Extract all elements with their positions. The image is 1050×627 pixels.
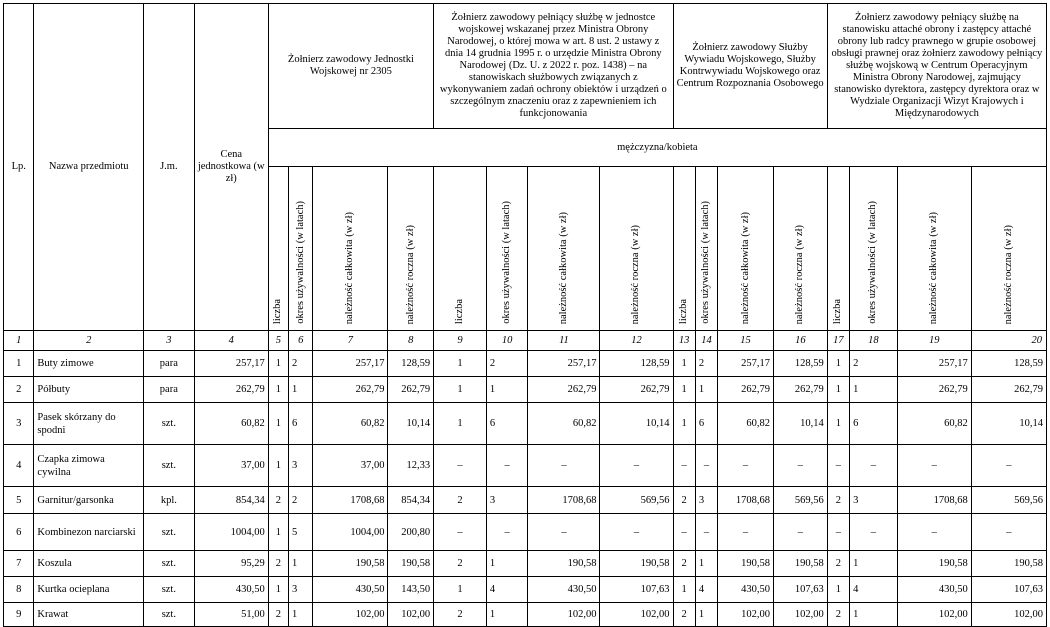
cell-annual: 569,56: [773, 487, 827, 514]
cell-period: 5: [289, 514, 313, 551]
column-number: 9: [434, 331, 487, 351]
row-unit-price: 430,50: [194, 577, 268, 603]
cell-annual: 10,14: [388, 403, 434, 445]
cell-count: 2: [268, 551, 288, 577]
header-annual-label: należność roczna (w zł): [630, 224, 642, 324]
row-unit: szt.: [143, 445, 194, 487]
row-item-name: Koszula: [34, 551, 144, 577]
cell-count: –: [673, 445, 695, 487]
cell-total: 60,82: [718, 403, 774, 445]
cell-annual: 128,59: [773, 351, 827, 377]
column-number: 18: [850, 331, 898, 351]
row-item-name: Pasek skórzany do spodni: [34, 403, 144, 445]
header-group-b-count: [434, 167, 487, 331]
cell-period: 4: [486, 577, 528, 603]
cell-annual: 262,79: [600, 377, 673, 403]
row-unit: szt.: [143, 603, 194, 627]
cell-annual: 128,59: [971, 351, 1046, 377]
cell-count: 1: [268, 514, 288, 551]
cell-period: 1: [695, 377, 717, 403]
row-item-name: Kombinezon narciarski: [34, 514, 144, 551]
cell-count: 1: [827, 351, 849, 377]
column-number: 1: [4, 331, 34, 351]
row-item-name: Buty zimowe: [34, 351, 144, 377]
cell-annual: –: [971, 514, 1046, 551]
equipment-allowance-table: [3, 3, 1047, 627]
table-row: [4, 351, 1047, 377]
header-group-intelligence: Żołnierz zawodowy Służby Wywiadu Wojskowego, Służby Kontrwywiadu Wojskowego oraz Centrum Rozpoznania Osobowego: [673, 4, 827, 129]
cell-annual: 10,14: [971, 403, 1046, 445]
table-row: [4, 445, 1047, 487]
header-annual-label: należność roczna (w zł): [404, 224, 416, 324]
cell-annual: –: [773, 514, 827, 551]
header-count-label: liczba: [832, 298, 844, 324]
column-number: 14: [695, 331, 717, 351]
cell-annual: 102,00: [773, 603, 827, 627]
cell-period: –: [850, 445, 898, 487]
cell-count: 1: [673, 577, 695, 603]
row-unit: szt.: [143, 551, 194, 577]
table-row: [4, 487, 1047, 514]
cell-annual: 854,34: [388, 487, 434, 514]
cell-period: 4: [850, 577, 898, 603]
cell-annual: 190,58: [600, 551, 673, 577]
table-row: [4, 603, 1047, 627]
cell-annual: 107,63: [971, 577, 1046, 603]
cell-count: 1: [827, 377, 849, 403]
cell-count: 2: [673, 551, 695, 577]
cell-period: 6: [486, 403, 528, 445]
header-total-label: należność całkowita (w zł): [928, 211, 940, 324]
row-lp: 4: [4, 445, 34, 487]
cell-annual: 12,33: [388, 445, 434, 487]
row-item-name: Kurtka ocieplana: [34, 577, 144, 603]
cell-annual: 190,58: [388, 551, 434, 577]
cell-total: 257,17: [528, 351, 600, 377]
header-group-a-annual: [388, 167, 434, 331]
header-group-d-count: [827, 167, 849, 331]
header-unit: J.m.: [143, 4, 194, 331]
cell-period: 1: [486, 603, 528, 627]
cell-period: –: [486, 514, 528, 551]
cell-total: 102,00: [313, 603, 388, 627]
cell-period: 3: [289, 577, 313, 603]
table-row: [4, 514, 1047, 551]
column-number: 17: [827, 331, 849, 351]
row-lp: 7: [4, 551, 34, 577]
cell-annual: 102,00: [971, 603, 1046, 627]
cell-period: 2: [289, 487, 313, 514]
cell-count: 1: [268, 445, 288, 487]
cell-total: 1708,68: [718, 487, 774, 514]
cell-total: 1708,68: [897, 487, 971, 514]
cell-total: 60,82: [313, 403, 388, 445]
cell-period: 3: [486, 487, 528, 514]
cell-total: 262,79: [718, 377, 774, 403]
header-group-b-total: [528, 167, 600, 331]
table-row: [4, 577, 1047, 603]
cell-period: 1: [289, 551, 313, 577]
cell-count: 2: [268, 487, 288, 514]
cell-count: 1: [434, 403, 487, 445]
cell-annual: 569,56: [971, 487, 1046, 514]
header-group-c-annual: [773, 167, 827, 331]
table-row: [4, 551, 1047, 577]
cell-total: 102,00: [528, 603, 600, 627]
cell-period: 1: [289, 603, 313, 627]
column-number-row: [4, 331, 1047, 351]
header-group-c-period: [695, 167, 717, 331]
table-row: [4, 377, 1047, 403]
cell-count: 1: [673, 377, 695, 403]
header-group-b-annual: [600, 167, 673, 331]
cell-total: 257,17: [718, 351, 774, 377]
cell-total: 60,82: [528, 403, 600, 445]
cell-annual: 102,00: [388, 603, 434, 627]
row-item-name: Czapka zimowa cywilna: [34, 445, 144, 487]
row-unit: szt.: [143, 577, 194, 603]
row-unit: kpl.: [143, 487, 194, 514]
column-number: 16: [773, 331, 827, 351]
column-number: 11: [528, 331, 600, 351]
header-group-jw-2305: Żołnierz zawodowy Jednostki Wojskowej nr 2305: [268, 4, 433, 129]
cell-count: 1: [827, 577, 849, 603]
cell-total: –: [528, 445, 600, 487]
column-number: 15: [718, 331, 774, 351]
cell-total: 102,00: [897, 603, 971, 627]
cell-total: 430,50: [897, 577, 971, 603]
cell-count: 1: [268, 351, 288, 377]
cell-period: 1: [850, 603, 898, 627]
row-unit: szt.: [143, 403, 194, 445]
header-count-label: liczba: [678, 298, 690, 324]
cell-period: 2: [850, 351, 898, 377]
cell-count: 2: [827, 551, 849, 577]
cell-period: 6: [850, 403, 898, 445]
cell-annual: –: [600, 514, 673, 551]
header-group-d-annual: [971, 167, 1046, 331]
column-number: 8: [388, 331, 434, 351]
cell-annual: 262,79: [388, 377, 434, 403]
row-item-name: Krawat: [34, 603, 144, 627]
cell-count: 2: [434, 551, 487, 577]
cell-total: –: [528, 514, 600, 551]
cell-total: 430,50: [313, 577, 388, 603]
header-group-d-period: [850, 167, 898, 331]
column-number: 10: [486, 331, 528, 351]
cell-period: –: [850, 514, 898, 551]
cell-count: 1: [434, 377, 487, 403]
cell-total: 262,79: [313, 377, 388, 403]
row-lp: 8: [4, 577, 34, 603]
cell-period: 4: [695, 577, 717, 603]
cell-count: 1: [673, 351, 695, 377]
header-group-attache: Żołnierz zawodowy pełniący służbę na stanowisku attaché obrony i zastępcy attaché obrony lub radcy prawnego w grupie osobowej obsługi prawnej oraz żołnierz zawodowy pełniący służbę wojskową w Centrum Operacyjnym Ministra Obrony Narodowej, zajmujący stanowisko dyrektora, zastępcy dyrektora oraz w Wydziale Organizacji Wizyt Krajowych i Międzynarodowych: [827, 4, 1046, 129]
row-unit-price: 37,00: [194, 445, 268, 487]
cell-count: –: [434, 445, 487, 487]
cell-annual: 190,58: [773, 551, 827, 577]
header-period-label: okres używalności (w latach): [294, 201, 306, 324]
header-period-label: okres używalności (w latach): [501, 201, 513, 324]
cell-count: 1: [268, 577, 288, 603]
header-period-label: okres używalności (w latach): [867, 201, 879, 324]
header-item-name: Nazwa przedmiotu: [34, 4, 144, 331]
header-group-c-count: [673, 167, 695, 331]
cell-total: 430,50: [718, 577, 774, 603]
row-lp: 5: [4, 487, 34, 514]
cell-annual: 128,59: [600, 351, 673, 377]
cell-period: 6: [695, 403, 717, 445]
row-unit: para: [143, 351, 194, 377]
cell-period: 2: [289, 351, 313, 377]
cell-total: –: [897, 514, 971, 551]
cell-total: 1708,68: [313, 487, 388, 514]
row-unit-price: 262,79: [194, 377, 268, 403]
cell-count: –: [827, 514, 849, 551]
cell-total: 190,58: [718, 551, 774, 577]
cell-total: 257,17: [897, 351, 971, 377]
cell-count: 2: [673, 603, 695, 627]
row-unit-price: 95,29: [194, 551, 268, 577]
header-group-a-period: [289, 167, 313, 331]
column-number: 20: [971, 331, 1046, 351]
cell-total: 262,79: [897, 377, 971, 403]
header-group-protection: Żołnierz zawodowy pełniący służbę w jednostce wojskowej wskazanej przez Ministra Obrony Narodowej, o której mowa w art. 8 ust. 2 ustawy z dnia 14 grudnia 1995 r. o urzędzie Ministra Obrony Narodowej (Dz. U. z 2022 r. poz. 1438) – na stanowiskach służbowych związanych z wykonywaniem zadań ochrony obiektów i urządzeń o szczególnym znaczeniu oraz z zapewnieniem ich funkcjonowania: [434, 4, 673, 129]
cell-annual: 262,79: [773, 377, 827, 403]
header-group-d-total: [897, 167, 971, 331]
row-unit-price: 60,82: [194, 403, 268, 445]
cell-total: 190,58: [313, 551, 388, 577]
header-total-label: należność całkowita (w zł): [344, 211, 356, 324]
cell-total: 262,79: [528, 377, 600, 403]
header-total-label: należność całkowita (w zł): [739, 211, 751, 324]
cell-annual: –: [600, 445, 673, 487]
row-item-name: Garnitur/garsonka: [34, 487, 144, 514]
cell-count: 1: [268, 377, 288, 403]
cell-period: 2: [486, 351, 528, 377]
column-number: 13: [673, 331, 695, 351]
cell-annual: 190,58: [971, 551, 1046, 577]
column-number: 6: [289, 331, 313, 351]
cell-count: 1: [268, 403, 288, 445]
column-number: 4: [194, 331, 268, 351]
header-total-label: należność całkowita (w zł): [557, 211, 569, 324]
row-unit-price: 1004,00: [194, 514, 268, 551]
header-gender: mężczyzna/kobieta: [268, 129, 1046, 167]
cell-annual: 10,14: [773, 403, 827, 445]
cell-period: 1: [486, 377, 528, 403]
cell-total: –: [897, 445, 971, 487]
cell-total: 190,58: [897, 551, 971, 577]
row-lp: 6: [4, 514, 34, 551]
header-count-label: liczba: [453, 298, 465, 324]
cell-annual: 107,63: [773, 577, 827, 603]
column-number: 2: [34, 331, 144, 351]
cell-period: 6: [289, 403, 313, 445]
header-group-c-total: [718, 167, 774, 331]
cell-annual: 200,80: [388, 514, 434, 551]
cell-period: 1: [850, 551, 898, 577]
cell-count: 2: [434, 603, 487, 627]
row-item-name: Półbuty: [34, 377, 144, 403]
header-unit-price: Cena jednostkowa (w zł): [194, 4, 268, 331]
cell-count: 1: [827, 403, 849, 445]
cell-period: –: [486, 445, 528, 487]
column-number: 5: [268, 331, 288, 351]
cell-annual: 569,56: [600, 487, 673, 514]
cell-count: 2: [827, 487, 849, 514]
cell-total: 102,00: [718, 603, 774, 627]
cell-total: –: [718, 445, 774, 487]
cell-total: 257,17: [313, 351, 388, 377]
cell-period: 1: [289, 377, 313, 403]
cell-count: –: [673, 514, 695, 551]
column-number: 12: [600, 331, 673, 351]
cell-count: 2: [268, 603, 288, 627]
cell-count: –: [827, 445, 849, 487]
row-unit-price: 257,17: [194, 351, 268, 377]
cell-annual: 143,50: [388, 577, 434, 603]
header-annual-label: należność roczna (w zł): [794, 224, 806, 324]
cell-period: 1: [850, 377, 898, 403]
cell-period: 3: [289, 445, 313, 487]
cell-period: –: [695, 514, 717, 551]
cell-annual: 262,79: [971, 377, 1046, 403]
cell-count: 2: [673, 487, 695, 514]
row-lp: 2: [4, 377, 34, 403]
cell-period: 2: [695, 351, 717, 377]
header-count-label: liczba: [272, 298, 284, 324]
cell-annual: 10,14: [600, 403, 673, 445]
cell-annual: –: [971, 445, 1046, 487]
cell-count: –: [434, 514, 487, 551]
cell-total: 37,00: [313, 445, 388, 487]
cell-annual: –: [773, 445, 827, 487]
cell-total: 190,58: [528, 551, 600, 577]
header-lp: Lp.: [4, 4, 34, 331]
column-number: 19: [897, 331, 971, 351]
cell-count: 1: [673, 403, 695, 445]
cell-period: –: [695, 445, 717, 487]
row-lp: 9: [4, 603, 34, 627]
row-lp: 3: [4, 403, 34, 445]
cell-total: 60,82: [897, 403, 971, 445]
cell-total: 1708,68: [528, 487, 600, 514]
row-unit: para: [143, 377, 194, 403]
header-group-a-count: [268, 167, 288, 331]
cell-annual: 102,00: [600, 603, 673, 627]
cell-count: 1: [434, 351, 487, 377]
cell-period: 3: [695, 487, 717, 514]
header-period-label: okres używalności (w latach): [700, 201, 712, 324]
cell-period: 1: [695, 603, 717, 627]
cell-annual: 107,63: [600, 577, 673, 603]
cell-period: 1: [695, 551, 717, 577]
cell-annual: 128,59: [388, 351, 434, 377]
column-number: 3: [143, 331, 194, 351]
row-lp: 1: [4, 351, 34, 377]
column-number: 7: [313, 331, 388, 351]
header-group-b-period: [486, 167, 528, 331]
header-group-a-total: [313, 167, 388, 331]
row-unit-price: 854,34: [194, 487, 268, 514]
row-unit-price: 51,00: [194, 603, 268, 627]
cell-count: 2: [434, 487, 487, 514]
row-unit: szt.: [143, 514, 194, 551]
table-row: [4, 403, 1047, 445]
cell-count: 2: [827, 603, 849, 627]
cell-period: 1: [486, 551, 528, 577]
cell-period: 3: [850, 487, 898, 514]
cell-total: 1004,00: [313, 514, 388, 551]
cell-count: 1: [434, 577, 487, 603]
cell-total: 430,50: [528, 577, 600, 603]
cell-total: –: [718, 514, 774, 551]
header-annual-label: należność roczna (w zł): [1002, 224, 1014, 324]
